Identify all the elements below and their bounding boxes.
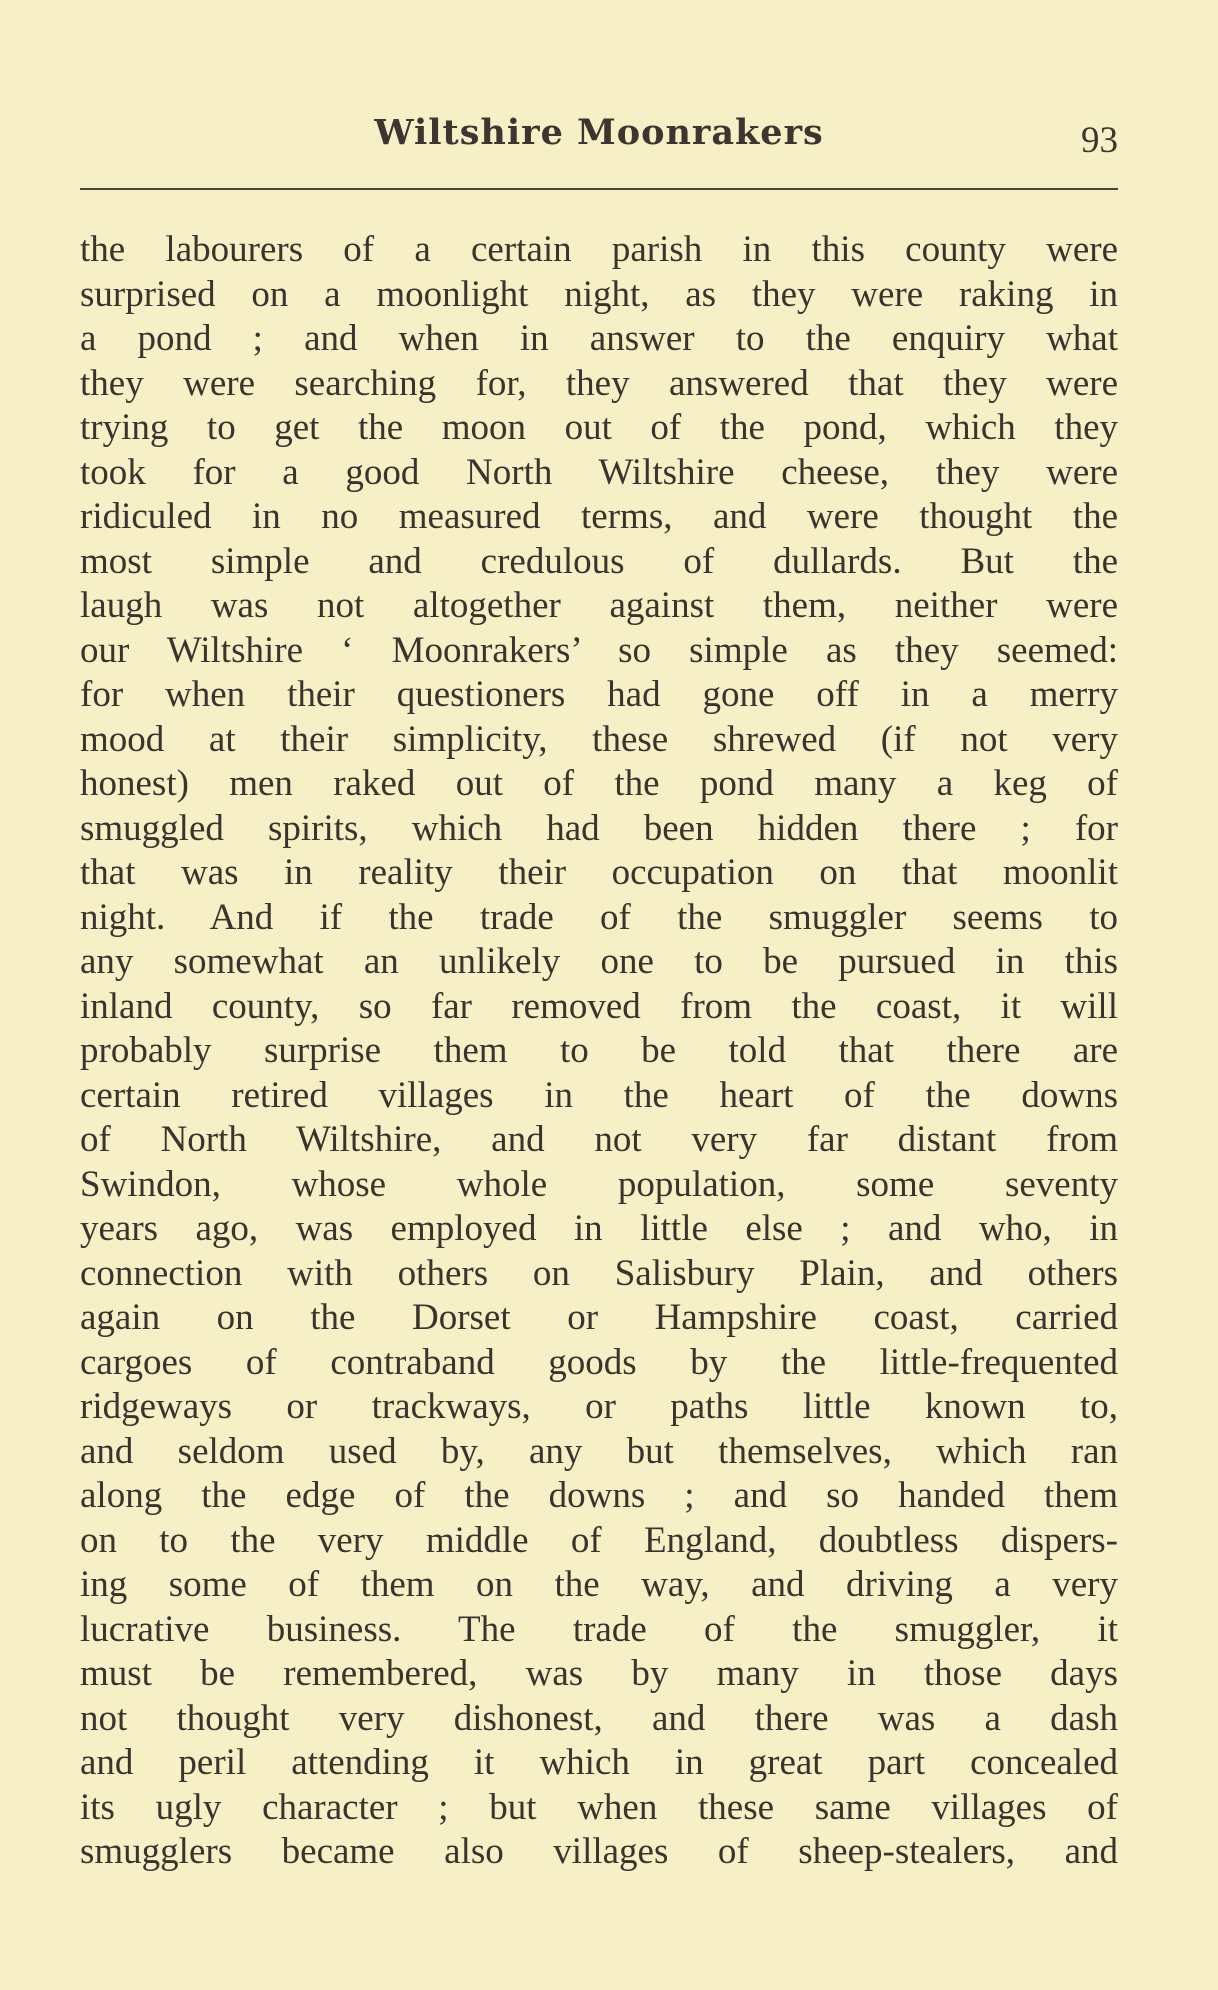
text-line: our Wiltshire ‘ Moonrakers’ so simple as they seemed: bbox=[80, 629, 1118, 671]
text-line: its ugly character ; but when these same villages of bbox=[80, 1786, 1118, 1828]
text-line: that was in reality their occupation on that moonlit bbox=[80, 852, 1118, 893]
header-rule bbox=[80, 188, 1118, 190]
running-title: Wiltshire Moonrakers bbox=[374, 112, 824, 153]
text-line: Swindon, whose whole population, some seventy bbox=[80, 1163, 1118, 1205]
page-number: 93 bbox=[1081, 120, 1118, 161]
text-line: smuggled spirits, which had been hidden there ; for bbox=[80, 807, 1118, 849]
text-line: not thought very dishonest, and there was a dash bbox=[80, 1697, 1118, 1739]
text-line: ing some of them on the way, and driving a very bbox=[80, 1564, 1118, 1605]
text-line: must be remembered, was by many in those days bbox=[80, 1653, 1118, 1694]
text-line: trying to get the moon out of the pond, which they bbox=[80, 407, 1118, 448]
text-line: night. And if the trade of the smuggler seems to bbox=[80, 896, 1118, 938]
body-text bbox=[80, 228, 1118, 1875]
text-line: took for a good North Wiltshire cheese, they were bbox=[80, 451, 1118, 493]
text-line: surprised on a moonlight night, as they were raking in bbox=[80, 273, 1118, 315]
text-line: and seldom used by, any but themselves, which ran bbox=[80, 1430, 1118, 1472]
text-line: of North Wiltshire, and not very far distant from bbox=[80, 1119, 1118, 1160]
text-line: inland county, so far removed from the coast, it will bbox=[80, 985, 1118, 1027]
text-line: for when their questioners had gone off in a merry bbox=[80, 674, 1118, 715]
text-line: most simple and credulous of dullards. But the bbox=[80, 540, 1118, 582]
text-line: on to the very middle of England, doubtless dispers- bbox=[80, 1519, 1118, 1561]
text-line: again on the Dorset or Hampshire coast, carried bbox=[80, 1297, 1118, 1338]
text-line: mood at their simplicity, these shrewed (if not very bbox=[80, 718, 1118, 760]
text-line: a pond ; and when in answer to the enquiry what bbox=[80, 318, 1118, 359]
running-head bbox=[80, 104, 1118, 164]
text-line: cargoes of contraband goods by the little-frequented bbox=[80, 1341, 1118, 1383]
text-line: smugglers became also villages of sheep-stealers, and bbox=[80, 1831, 1118, 1872]
text-line: lucrative business. The trade of the smuggler, it bbox=[80, 1608, 1118, 1650]
text-line: probably surprise them to be told that there are bbox=[80, 1030, 1118, 1071]
text-line: and peril attending it which in great part concealed bbox=[80, 1742, 1118, 1783]
text-line: any somewhat an unlikely one to be pursued in this bbox=[80, 941, 1118, 982]
text-line: they were searching for, they answered that they were bbox=[80, 362, 1118, 404]
text-line: certain retired villages in the heart of the downs bbox=[80, 1074, 1118, 1116]
text-line: honest) men raked out of the pond many a keg of bbox=[80, 763, 1118, 804]
text-line: ridiculed in no measured terms, and were thought the bbox=[80, 496, 1118, 537]
text-line: connection with others on Salisbury Plain, and others bbox=[80, 1252, 1118, 1294]
text-line: laugh was not altogether against them, neither were bbox=[80, 585, 1118, 626]
text-line: along the edge of the downs ; and so handed them bbox=[80, 1475, 1118, 1516]
text-line: ridgeways or trackways, or paths little known to, bbox=[80, 1386, 1118, 1427]
text-line: the labourers of a certain parish in this county were bbox=[80, 229, 1118, 270]
text-line: years ago, was employed in little else ; and who, in bbox=[80, 1208, 1118, 1249]
